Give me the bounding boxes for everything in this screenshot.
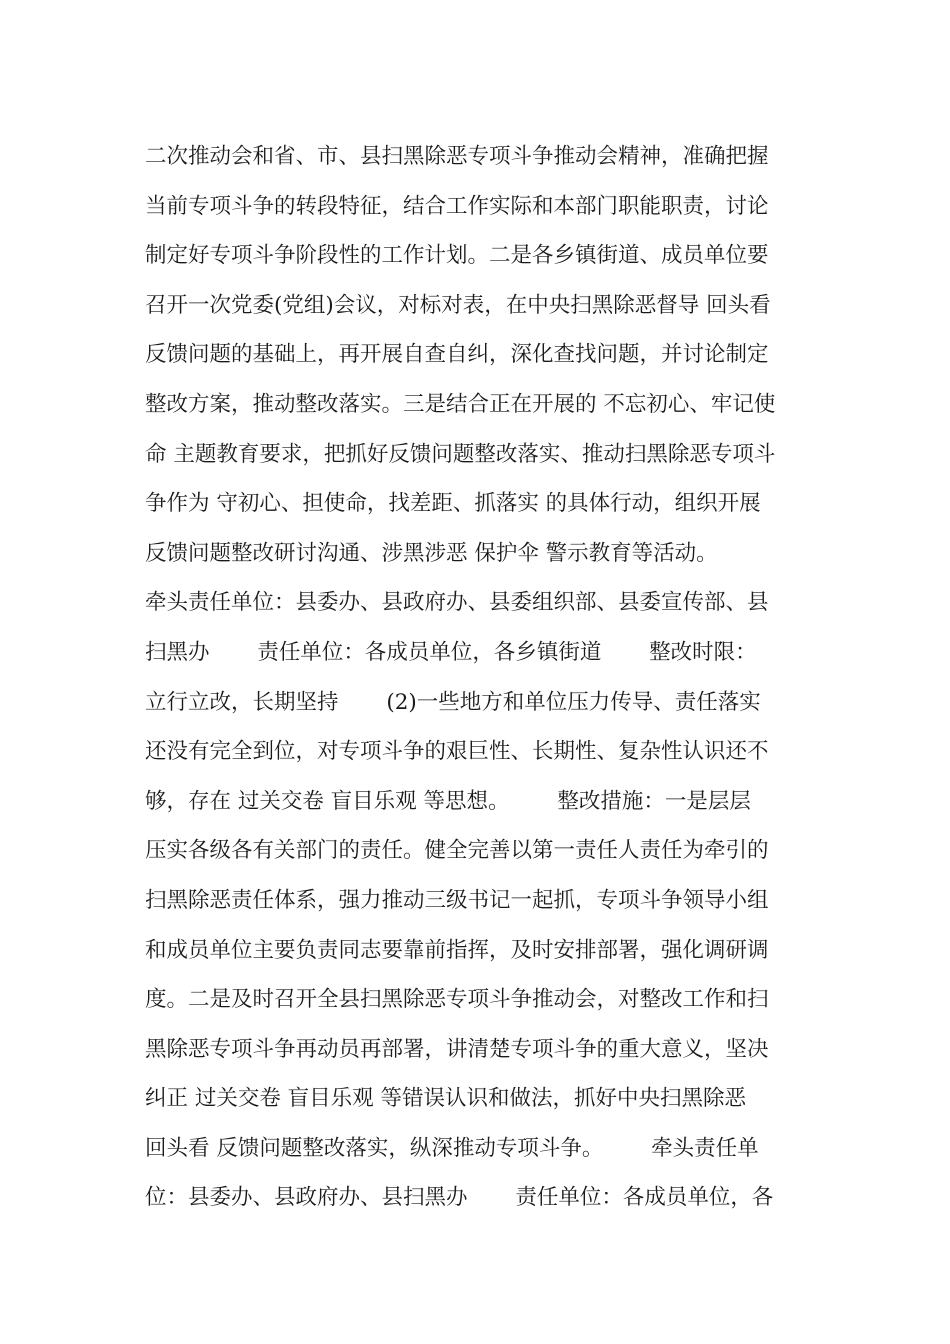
- text-line: 召开一次党委(党组)会议，对标对表，在中央扫黑除恶督导 回头看: [145, 292, 771, 318]
- text-line: 命 主题教育要求，把抓好反馈问题整改落实、推动扫黑除恶专项斗: [145, 441, 776, 467]
- text-line: 争作为 守初心、担使命，找差距、抓落实 的具体行动，组织开展: [145, 491, 761, 517]
- text-line: 反馈问题的基础上，再开展自查自纠，深化查找问题，并讨论制定: [145, 342, 769, 368]
- body-text: [145, 132, 815, 1223]
- text-line: 当前专项斗争的转段特征，结合工作实际和本部门职能职责，讨论: [145, 193, 769, 219]
- text-line: 位：县委办、县政府办、县扫黑办 责任单位：各成员单位，各: [145, 1185, 774, 1211]
- text-line: 扫黑除恶责任体系，强力推动三级书记一起抓，专项斗争领导小组: [145, 887, 769, 913]
- text-line: 黑除恶专项斗争再动员再部署，讲清楚专项斗争的重大意义，坚决: [145, 1036, 769, 1062]
- text-line: 整改方案，推动整改落实。三是结合正在开展的 不忘初心、牢记使: [145, 391, 776, 417]
- text-line: 扫黑办 责任单位：各成员单位，各乡镇街道 整改时限：: [145, 639, 757, 665]
- text-line: 和成员单位主要负责同志要靠前指挥，及时安排部署，强化调研调: [145, 937, 769, 963]
- text-line: 回头看 反馈问题整改落实，纵深推动专项斗争。 牵头责任单: [145, 1135, 759, 1161]
- text-line: 二次推动会和省、市、县扫黑除恶专项斗争推动会精神，准确把握: [145, 144, 769, 169]
- text-line: 制定好专项斗争阶段性的工作计划。二是各乡镇街道、成员单位要: [145, 243, 769, 269]
- text-line: 度。二是及时召开全县扫黑除恶专项斗争推动会，对整改工作和扫: [145, 987, 769, 1013]
- text-line: 牵头责任单位：县委办、县政府办、县委组织部、县委宣传部、县: [145, 590, 769, 616]
- text-line: 反馈问题整改研讨沟通、涉黑涉恶 保护伞 警示教育等活动。: [145, 540, 718, 566]
- text-line: 还没有完全到位，对专项斗争的艰巨性、长期性、复杂性认识还不: [145, 739, 769, 765]
- text-line: 够，存在 过关交卷 盲目乐观 等思想。 整改措施：一是层层: [145, 788, 751, 814]
- text-line: 立行立改，长期坚持 (2)一些地方和单位压力传导、责任落实: [145, 689, 761, 715]
- text-line: 压实各级各有关部门的责任。健全完善以第一责任人责任为牵引的: [145, 838, 769, 864]
- text-line: 纠正 过关交卷 盲目乐观 等错误认识和做法，抓好中央扫黑除恶: [145, 1086, 747, 1112]
